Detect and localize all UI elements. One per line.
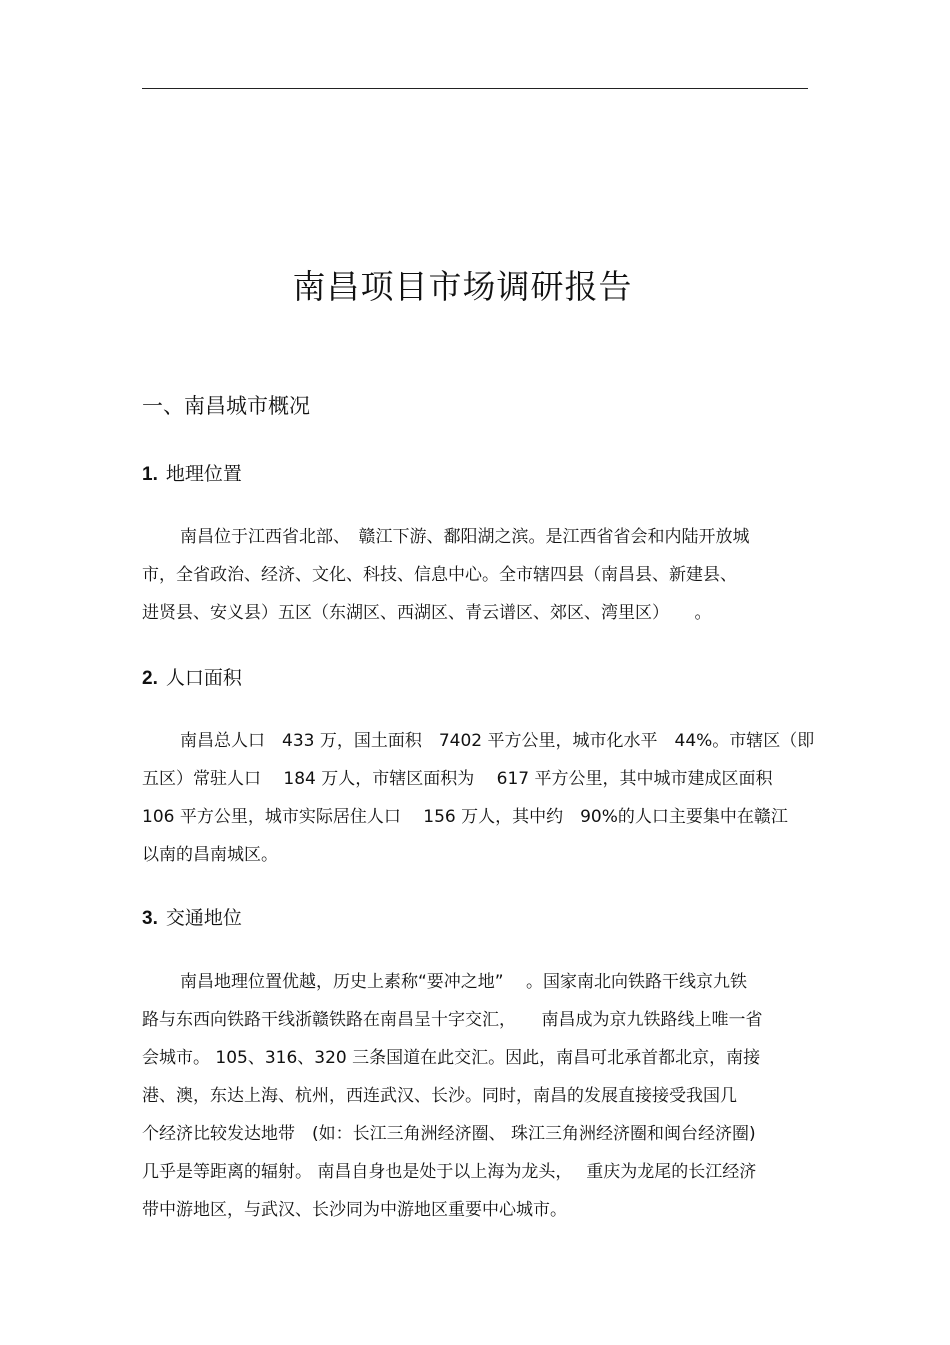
- paragraph-line: 106 平方公里，城市实际居住人口 156 万人，其中约 90%的人口主要集中在赣江: [142, 807, 788, 827]
- paragraph-line: 五区）常驻人口 184 万人，市辖区面积为 617 平方公里，其中城市建成区面积: [142, 769, 773, 789]
- paragraph-line: 会城市。 105、316、320 三条国道在此交汇。因此，南昌可北承首都北京，南接: [142, 1048, 761, 1068]
- paragraph-line: 南昌地理位置优越，历史上素称“要冲之地” 。国家南北向铁路干线京九铁: [180, 972, 748, 992]
- paragraph-line: 以南的昌南城区。: [142, 845, 278, 865]
- subheading-title: 交通地位: [165, 907, 242, 929]
- paragraph-line: 进贤县、安义县）五区（东湖区、西湖区、青云谱区、郊区、湾里区） 。: [142, 603, 712, 623]
- subheading-title: 人口面积: [165, 667, 242, 689]
- subheading-title: 地理位置: [165, 463, 242, 485]
- document-title: 南昌项目市场调研报告: [292, 267, 633, 306]
- header-rule: [142, 88, 808, 89]
- paragraph-line: 南昌位于江西省北部、 赣江下游、鄱阳湖之滨。是江西省省会和内陆开放城: [180, 527, 750, 547]
- subheading-number: 3.: [142, 908, 158, 929]
- subheading-population: [142, 664, 242, 693]
- paragraph-line: 带中游地区，与武汉、长沙同为中游地区重要中心城市。: [142, 1200, 567, 1220]
- paragraph-line: 路与东西向铁路干线浙赣铁路在南昌呈十字交汇， 南昌成为京九铁路线上唯一省: [142, 1010, 763, 1030]
- section-heading-overview: 一、南昌城市概况: [142, 394, 310, 418]
- paragraph-line: 南昌总人口 433 万，国土面积 7402 平方公里，城市化水平 44%。市辖区（即: [180, 731, 815, 751]
- paragraph-line: 港、澳，东达上海、杭州，西连武汉、长沙。同时，南昌的发展直接接受我国几: [142, 1086, 737, 1106]
- paragraph-transport: [142, 963, 808, 1229]
- paragraph-line: 个经济比较发达地带 (如：长江三角洲经济圈、 珠江三角洲经济圈和闽台经济圈): [142, 1124, 756, 1144]
- subheading-transport: [142, 904, 242, 933]
- paragraph-line: 几乎是等距离的辐射。 南昌自身也是处于以上海为龙头， 重庆为龙尾的长江经济: [142, 1162, 757, 1182]
- paragraph-line: 市，全省政治、经济、文化、科技、信息中心。全市辖四县（南昌县、新建县、: [142, 565, 737, 585]
- paragraph-geography: [142, 518, 808, 632]
- subheading-number: 1.: [142, 464, 158, 485]
- subheading-number: 2.: [142, 668, 158, 689]
- paragraph-population: [142, 722, 815, 874]
- subheading-geography: [142, 460, 242, 489]
